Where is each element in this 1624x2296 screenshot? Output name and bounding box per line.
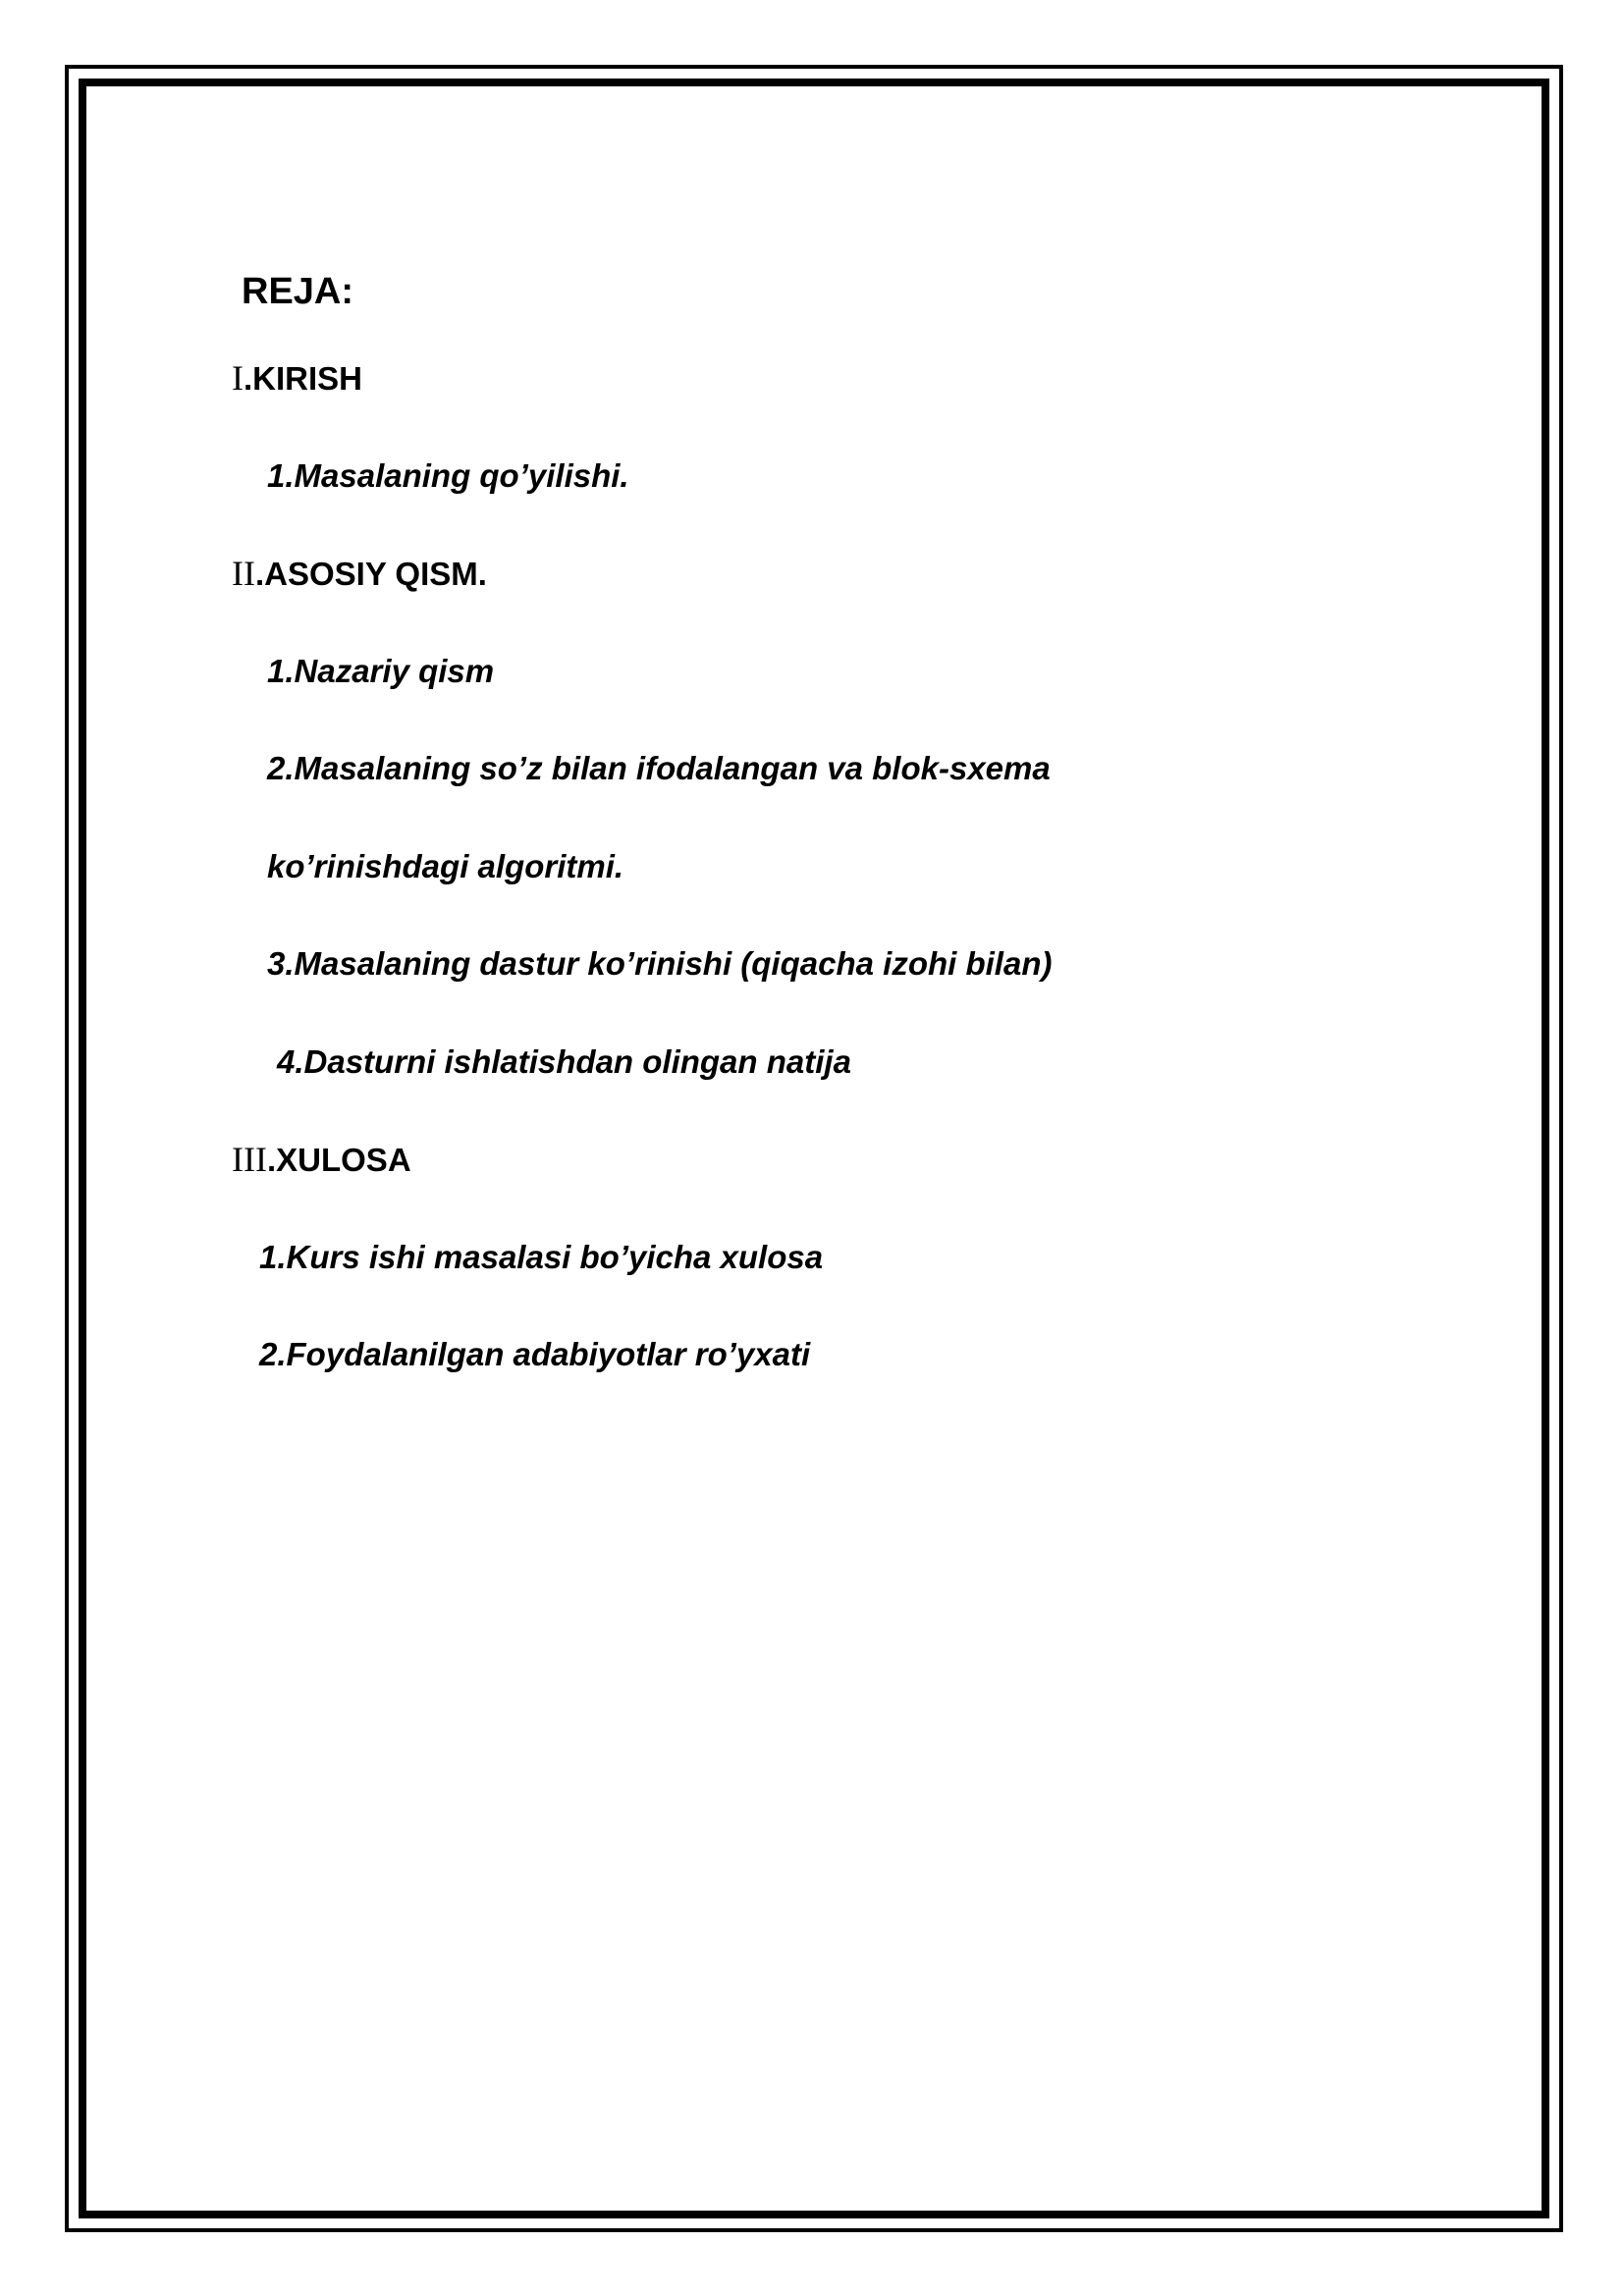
plan-item: 2.Foydalanilgan adabiyotlar ro’yxati	[259, 1336, 811, 1372]
section-heading-label: .KIRISH	[244, 360, 363, 397]
section-heading-label: .ASOSIY QISM.	[254, 556, 487, 592]
plan-item: 4.Dasturni ishlatishdan olingan natija	[277, 1043, 851, 1080]
section-heading-main-part	[232, 554, 487, 594]
section-numeral: I	[232, 358, 244, 398]
plan-title: REJA:	[242, 271, 354, 312]
section-heading-conclusion	[232, 1140, 411, 1180]
plan-item-continuation: ko’rinishdagi algoritmi.	[267, 848, 624, 884]
section-numeral: III	[232, 1140, 267, 1179]
section-heading-label: .XULOSA	[266, 1142, 411, 1178]
plan-item: 1.Kurs ishi masalasi bo’yicha xulosa	[259, 1239, 824, 1275]
section-heading-introduction	[232, 358, 362, 399]
plan-item: 3.Masalaning dastur ko’rinishi (qiqacha izohi bilan)	[267, 945, 1053, 982]
plan-item: 2.Masalaning so’z bilan ifodalangan va blok-sxema	[267, 750, 1051, 786]
plan-item: 1.Masalaning qo’yilishi.	[267, 457, 629, 494]
plan-item: 1.Nazariy qism	[267, 653, 495, 689]
section-numeral: II	[232, 554, 255, 593]
